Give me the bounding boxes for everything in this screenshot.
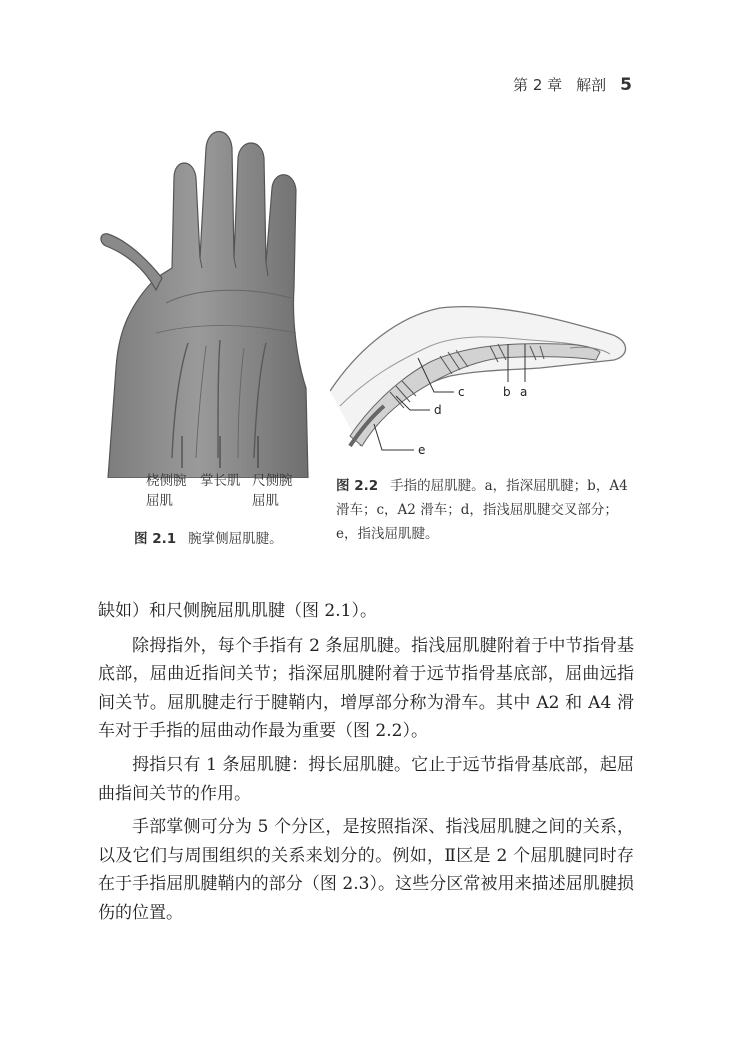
label-e: e [418, 443, 426, 457]
figure-2-1-caption [134, 527, 283, 547]
page-number: 5 [620, 75, 632, 95]
figure-2-1-hand-illustration [96, 118, 314, 478]
label-fcr-line1: 桡侧腕 [146, 473, 187, 489]
paragraph-3: 拇指只有 1 条屈肌腱：拇长屈肌腱。它止于远节指骨基底部，起屈曲指间关节的作用。 [98, 754, 634, 804]
figure-2-2-caption-text: 手指的屈肌腱。a，指深屈肌腱；b，A4 滑车；c，A2 滑车；d，指浅屈肌腱交叉部分；e，指浅屈肌腱。 [336, 478, 628, 542]
section-label: 解剖 [576, 76, 607, 94]
figure-2-2-caption [336, 474, 634, 546]
body-text [98, 597, 634, 933]
label-palmaris-longus: 掌长肌 [200, 473, 241, 489]
figure-2-2-finger-illustration [330, 296, 630, 466]
chapter-label: 第 2 章 [513, 76, 563, 94]
label-a: a [520, 385, 528, 399]
label-b: b [503, 385, 511, 399]
paragraph-4: 手部掌侧可分为 5 个分区，是按照指深、指浅屈肌腱之间的关系，以及它们与周围组织的关系来划分的。例如，Ⅱ区是 2 个屈肌腱同时存在于手指屈肌腱鞘内的部分（图 2.3）。这些分区常被用来描述屈肌腱损伤的位置。 [98, 817, 634, 923]
paragraph-1: 缺如）和尺侧腕屈肌肌腱（图 2.1）。 [98, 601, 377, 621]
paragraph-2: 除拇指外，每个手指有 2 条屈肌腱。指浅屈肌腱附着于中节指骨基底部，屈曲近指间关节；指深屈肌腱附着于远节指骨基底部，屈曲远指间关节。屈肌腱走行于腱鞘内，增厚部分称为滑车。其中 A2 和 A4 滑车对于手指的屈曲动作最为重要（图 2.2）。 [98, 635, 634, 742]
label-fcu-line1: 尺侧腕 [252, 473, 293, 489]
figure-2-2-number: 图 2.2 [336, 478, 379, 494]
label-d: d [434, 403, 442, 417]
label-fcu-line2: 屈肌 [252, 493, 279, 509]
figure-2-1-number: 图 2.1 [134, 531, 177, 547]
label-c: c [458, 385, 465, 399]
figure-2-1-caption-text: 腕掌侧屈肌腱。 [188, 531, 283, 547]
label-fcr-line2: 屈肌 [146, 493, 173, 509]
running-header [513, 74, 632, 95]
